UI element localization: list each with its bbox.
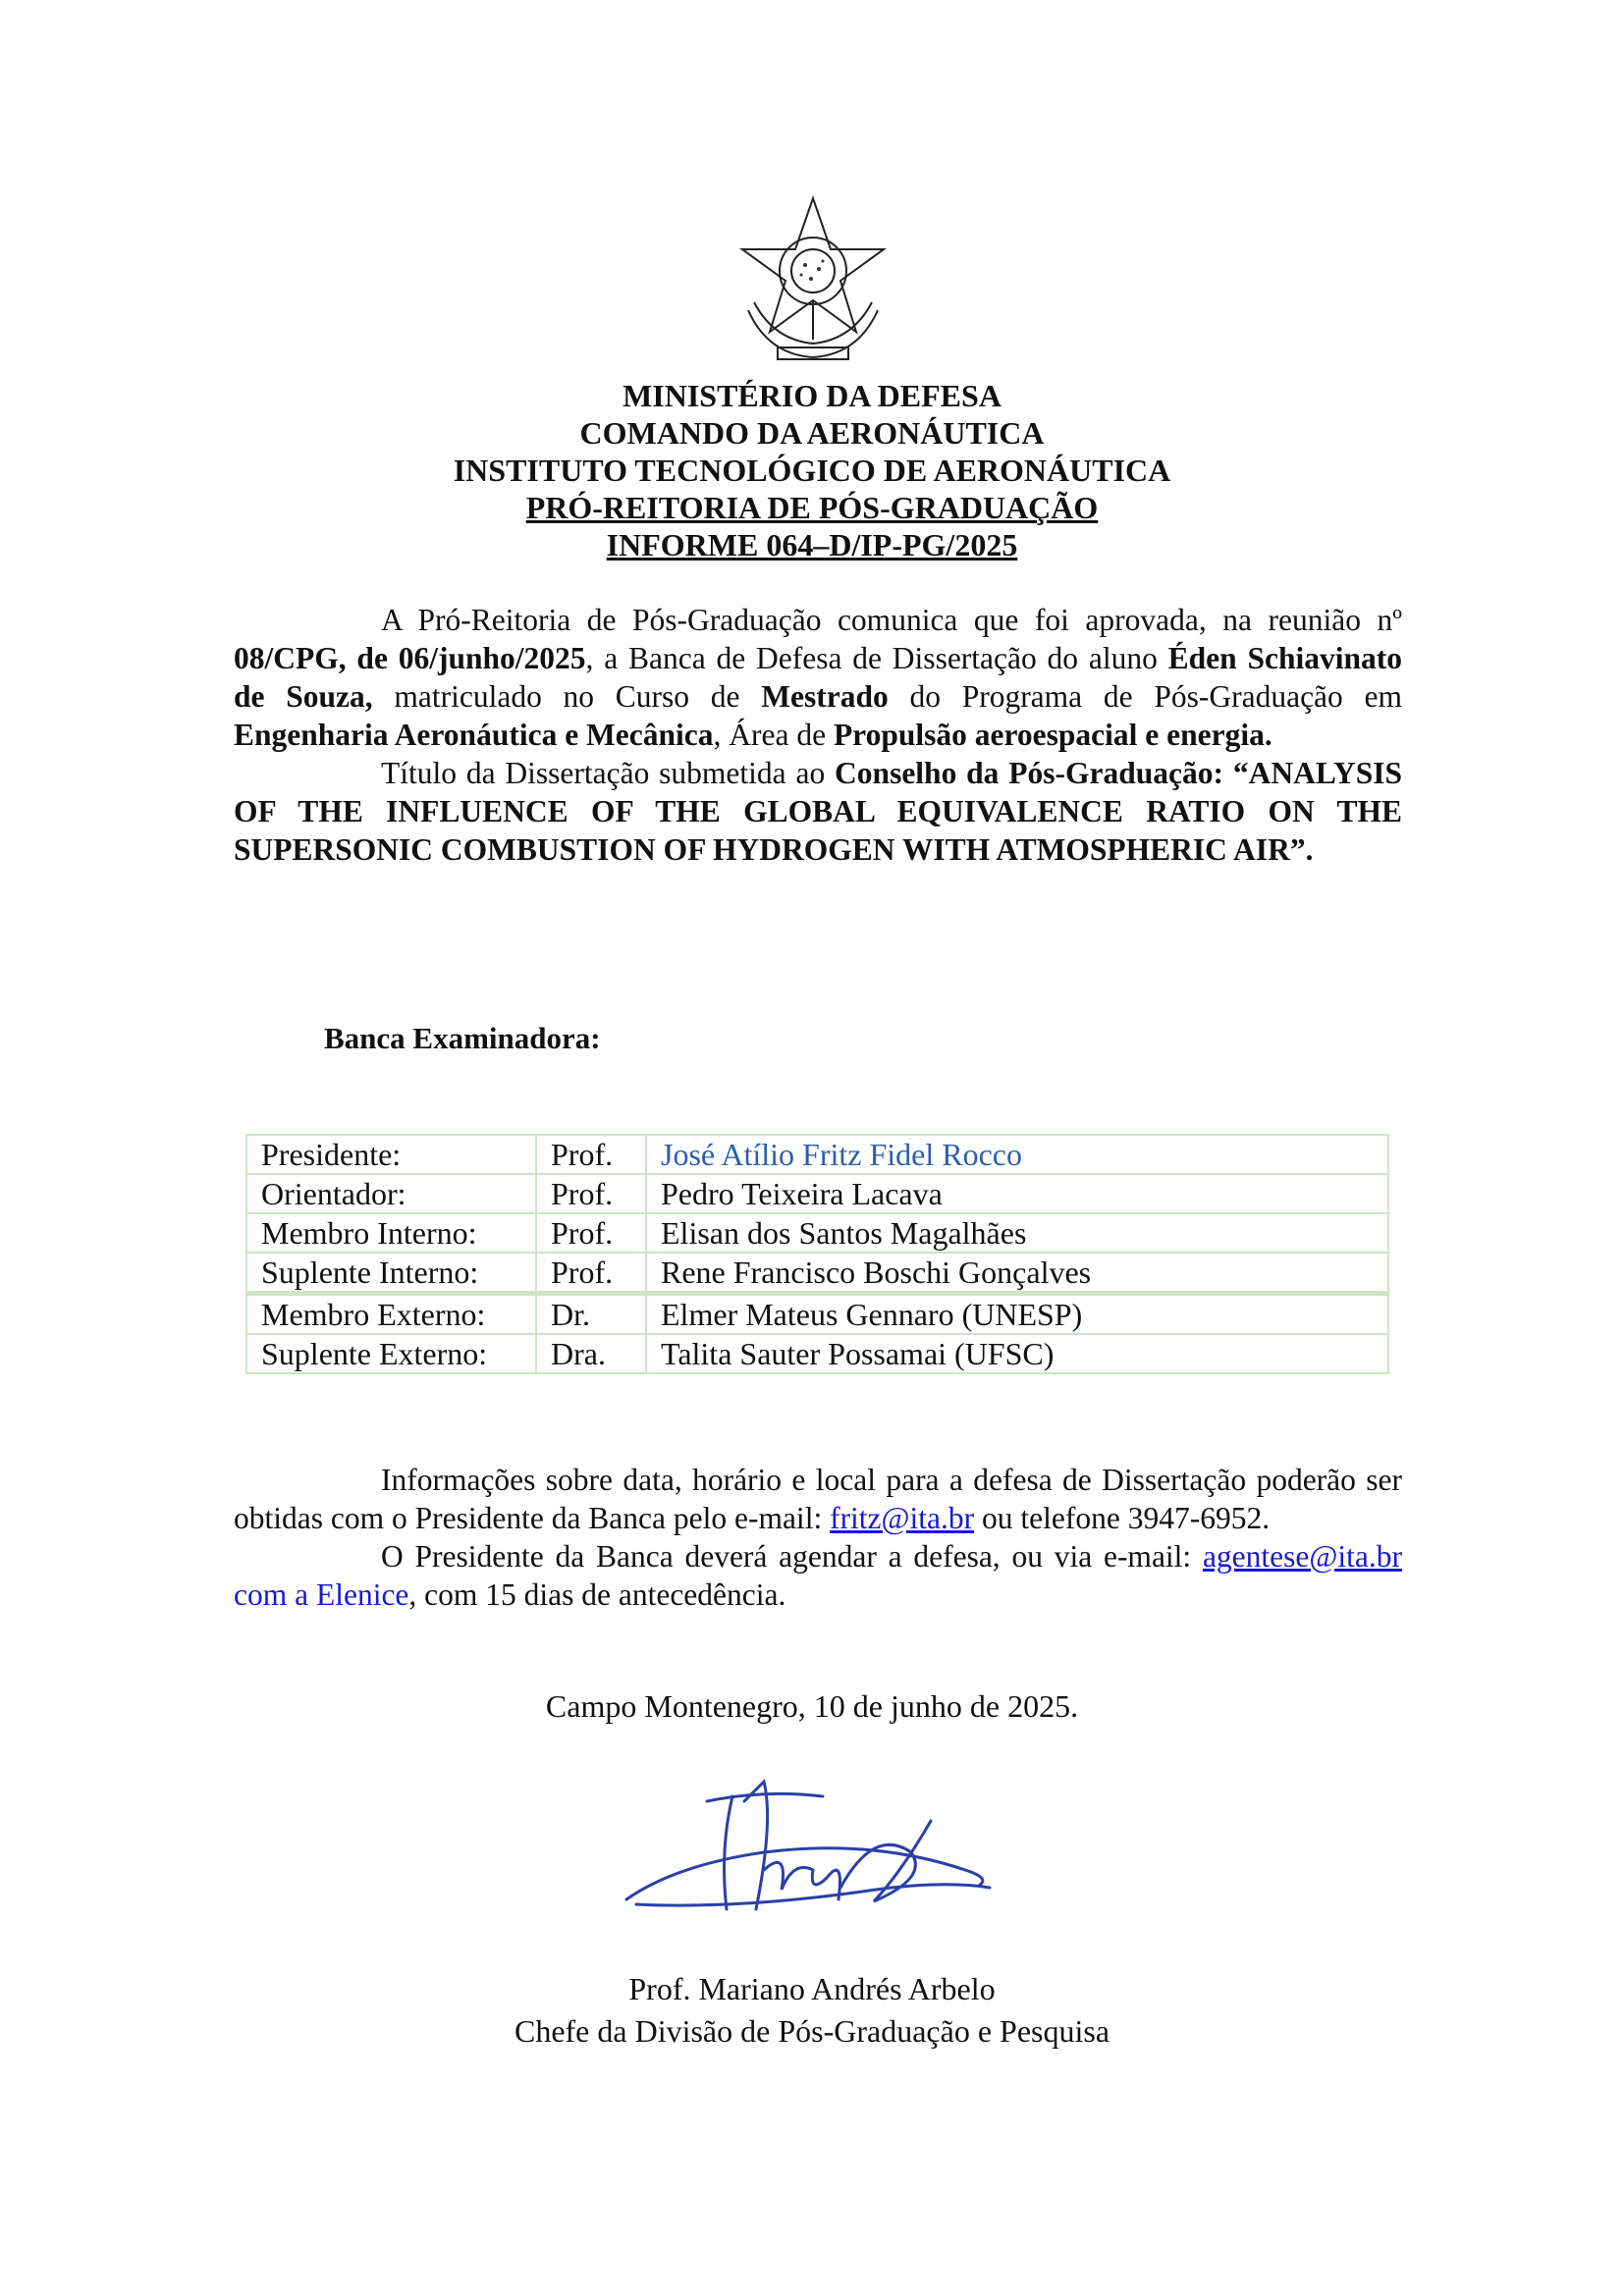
signer-role: Chefe da Divisão de Pós-Graduação e Pesquisa xyxy=(514,2013,1110,2049)
table-row: Suplente Externo: Dra. Talita Sauter Possamai (UFSC) xyxy=(246,1334,1388,1373)
presidente-name: José Atílio Fritz Fidel Rocco xyxy=(646,1135,1388,1174)
header-ministerio: MINISTÉRIO DA DEFESA xyxy=(623,378,1001,413)
announcement-paragraph: A Pró-Reitoria de Pós-Graduação comunica que foi aprovada, na reunião nº 08/CPG, de 06/junho/2025, a Banca de Defesa de Dissertação do aluno Éden Schiavinato de Souza, matriculado no Curso de Mestrado do Programa de Pós-Graduação em Engenharia Aeronáutica e Mecânica, Área de Propulsão aeroespacial e energia. xyxy=(234,603,1403,752)
handwritten-signature xyxy=(617,1762,1009,1939)
info-body xyxy=(234,1461,1402,1614)
brazil-coat-of-arms-icon xyxy=(729,192,897,369)
table-row: Presidente: Prof. José Atílio Fritz Fidel Rocco xyxy=(246,1135,1388,1174)
header-comando: COMANDO DA AERONÁUTICA xyxy=(579,415,1045,451)
dissertation-title: “ANALYSIS OF THE INFLUENCE OF THE GLOBAL EQUIVALENCE RATIO ON THE SUPERSONIC COMBUSTION OF HYDROGEN WITH ATMOSPHERIC AIR”. xyxy=(234,756,1403,867)
banca-title: Banca Examinadora: xyxy=(324,1021,601,1055)
header-instituto: INSTITUTO TECNOLÓGICO DE AERONÁUTICA xyxy=(453,453,1171,488)
header-informe: INFORME 064–D/IP-PG/2025 xyxy=(606,527,1018,562)
info-paragraph: Informações sobre data, horário e local para a defesa de Dissertação poderão ser obtidas com o Presidente da Banca pelo e-mail: fritz@ita.br ou telefone 3947-6952. xyxy=(234,1463,1402,1535)
banca-table xyxy=(245,1134,1389,1374)
scheduling-paragraph: O Presidente da Banca deverá agendar a defesa, ou via e-mail: agentese@ita.br com a Elenice, com 15 dias de antecedência. xyxy=(234,1539,1402,1612)
email-link-agentese[interactable]: agentese@ita.br xyxy=(1202,1539,1402,1574)
table-row: Membro Externo: Dr. Elmer Mateus Gennaro (UNESP) xyxy=(246,1294,1388,1335)
table-row: Suplente Interno: Prof. Rene Francisco Boschi Gonçalves xyxy=(246,1253,1388,1294)
announcement-body xyxy=(234,601,1402,869)
table-row: Orientador: Prof. Pedro Teixeira Lacava xyxy=(246,1174,1388,1213)
signer-name: Prof. Mariano Andrés Arbelo xyxy=(628,1971,996,2006)
elenice-link-text: com a Elenice xyxy=(234,1577,409,1612)
email-link-fritz[interactable]: fritz@ita.br xyxy=(830,1501,975,1535)
signer-block xyxy=(0,1968,1624,2053)
header-pro-reitoria: PRÓ-REITORIA DE PÓS-GRADUAÇÃO xyxy=(525,490,1099,525)
document-header xyxy=(0,377,1624,563)
table-row: Membro Interno: Prof. Elisan dos Santos Magalhães xyxy=(246,1213,1388,1253)
document-date: Campo Montenegro, 10 de junho de 2025. xyxy=(545,1688,1079,1724)
dissertation-title-paragraph: Título da Dissertação submetida ao Conselho da Pós-Graduação: “ANALYSIS OF THE INFLUENCE OF THE GLOBAL EQUIVALENCE RATIO ON THE SUPERSONIC COMBUSTION OF HYDROGEN WITH ATMOSPHERIC AIR”. xyxy=(234,756,1403,867)
